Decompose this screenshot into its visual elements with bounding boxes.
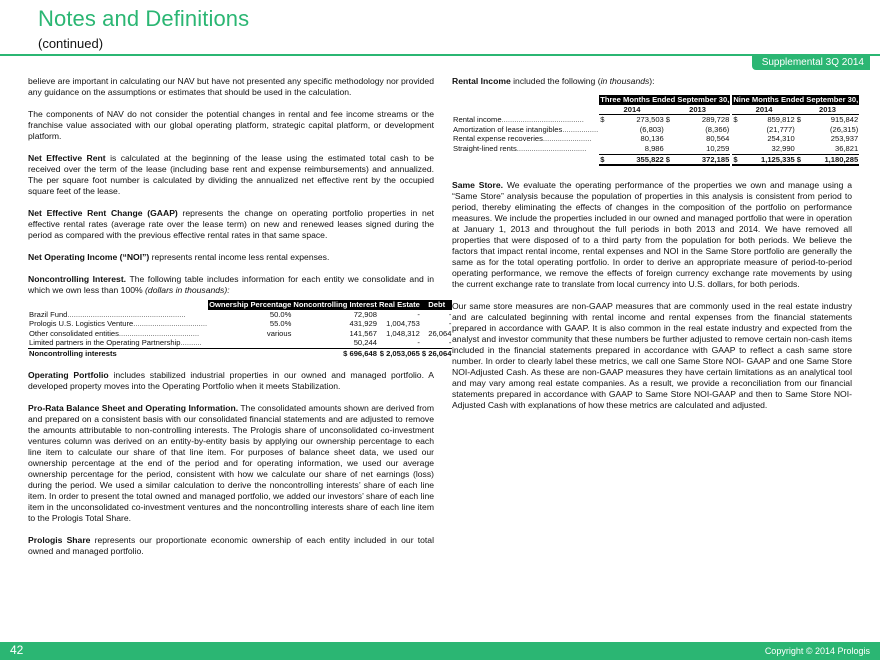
header-real-estate: Real Estate (378, 300, 420, 309)
term: Net Effective Rent Change (GAAP) (28, 208, 178, 218)
same-store-measures-paragraph: Our same store measures are non-GAAP measures that are commonly used in the real estate industry and are calculated beginning with rental income and rental expenses from the financial statements prepared in accordance with GAAP. It is also common in the real estate industry and expected from the analyst and investor community that these numbers be further adjusted to remove certain non-cash items included in the financial statements prepared in accordance with GAAP to reflect a cash same store number. In order to clearly label these metrics, we call one Same Store NOI- GAAP and one Same Store NOI-Adjusted Cash. As these are non-GAAP measures they have certain limitations as an analytical tool and may vary among real estate companies. As a result, we provide a reconciliation from our financial statements prepared in accordance with GAAP to Same Store NOI-GAAP and then to Same Store NOI-Adjusted Cash with explanations of how these metrics are calculated and adjusted. (452, 301, 852, 411)
header-ownership: Ownership Percentage (209, 300, 292, 309)
table-row: Rental expense recoveries....................... 80,136 80,564 254,310 253,937 (453, 134, 859, 144)
definition: The following table includes information for each entity we consolidate and in which we own less than 100% (28, 274, 434, 295)
table-group-header-row (452, 95, 859, 105)
term: Rental Income (452, 76, 511, 86)
pro-rata-paragraph (28, 403, 434, 524)
table-row: Amortization of lease intangibles................. (6,803) (8,366) (21,777) (26,315) (453, 124, 859, 134)
term: Operating Portfolio (28, 369, 109, 380)
header-debt: Debt (421, 300, 453, 310)
rental-income-table (452, 95, 859, 166)
rental-income-intro: Rental Income included the following (in thousands): (452, 76, 655, 86)
definition: represents rental income less rental expenses. (149, 252, 330, 262)
nav-paragraph-2: The components of NAV do not consider the potential changes in rental and fee income streams or the franchise value associated with our global operating platform, strategic capital platform, or development platform. (28, 109, 434, 141)
table-row: Limited partners in the Operating Partnership.......... 50,244 - - (29, 338, 452, 348)
term: Net Operating Income (“NOI”) (28, 252, 150, 262)
right-column (452, 76, 859, 422)
header-rule (0, 54, 880, 56)
term: Net Effective Rent (28, 153, 106, 163)
page-title: Notes and Definitions (38, 6, 250, 31)
term: Noncontrolling Interest. (28, 274, 127, 284)
header-noncontrolling-interest: Noncontrolling Interest (293, 300, 377, 309)
net-effective-rent-change-paragraph (28, 208, 434, 241)
table-row: Straight-lined rents................................. 8,986 10,259 32,990 36,821 (453, 143, 859, 154)
term: Prologis Share (28, 534, 91, 545)
table-row: Brazil Fund........................................................ 50.0% 72,908 - - (29, 309, 452, 319)
noi-paragraph (28, 252, 434, 263)
page-number: 42 (10, 643, 24, 657)
footer-bar (0, 642, 880, 660)
page-subtitle: (continued) (38, 36, 104, 51)
copyright: Copyright © 2014 Prologis (764, 646, 870, 656)
term: Pro-Rata Balance Sheet and Operating Information. (28, 402, 239, 413)
noncontrolling-interest-table (28, 300, 452, 359)
definition: We evaluate the operating performance of the properties we own and manage using a “Same Store” analysis because the population of properties in this analysis is consistent from period to period, thereby eliminating the effects of changes in the composition of the portfolio on performance measures. We include the properties included in our owned and managed portfolio that were in operation at January 1, 2013 and throughout the full periods in both 2013 and 2014. We have removed all properties that were disposed of to a third party from the population for both periods. We believe the factors that impact rental income, rental expenses and NOI in the Same Store portfolio are generally the same as for the total operating portfolio. In order to derive an appropriate measure of period-to-period operating performance, we remove the effects of foreign currency exchange rate movements by using the current exchange rate to translate from local currency into U.S. dollars, for both periods. (452, 180, 852, 290)
term: Same Store. (452, 180, 504, 191)
header-nine-months: Nine Months Ended September 30, (733, 95, 859, 104)
definition: represents the change on operating portfolio properties in net effective rental rates (average rate over the lease term) on new and renewed leases signed during the period as compared with the previous effective rental rates in that same space. (28, 208, 434, 240)
left-column (28, 76, 452, 568)
operating-portfolio-paragraph (28, 370, 434, 392)
definition: is calculated at the beginning of the lease using the estimated total cash to be received over the term of the lease (including base rent and expense reimbursements) and annualized. The per square foot number is calculated by dividing the annualized net effective rent by the occupied square feet of the lease. (28, 153, 434, 196)
table-total-row: $ 355,822 $ 372,185 $ 1,125,335 $ 1,180,285 (600, 154, 859, 164)
definition: includes stabilized industrial properties in our owned and managed portfolio. A developed property moves into the Operating Portfolio when it meets Stabilization. (28, 369, 434, 391)
table-year-row: 2014 2013 2014 2013 (452, 105, 859, 115)
noncontrolling-interest-paragraph (28, 274, 434, 296)
prologis-share-paragraph (28, 535, 434, 557)
nav-paragraph-1: believe are important in calculating our NAV but have not presented any specific methodology nor provided any guidance on the assumptions or estimates that should be used in the calculation. (28, 76, 434, 97)
definition: represents our proportionate economic ownership of each entity included in our total owned and managed portfolio. (28, 534, 434, 556)
units-note: (dollars in thousands): (145, 285, 230, 295)
table-row: Other consolidated entities...................................... various 141,567 1,048,312 26,064 (29, 328, 452, 338)
table-header-row (28, 300, 452, 310)
supplemental-tab: Supplemental 3Q 2014 (752, 56, 870, 70)
table-row: Prologis U.S. Logistics Venture................................... 55.0% 431,929 1,004,753 - (29, 319, 452, 329)
table-total-row: Noncontrolling interests $ 696,648 $ 2,053,065 $ 26,064 (29, 348, 452, 358)
definition: The consolidated amounts shown are derived from and prepared on a consistent basis with our consolidated financial statements and are adjusted to remove the amounts attributable to non-controlling interests. The Prologis share of unconsolidated co-investment ventures column was derived on an entity-by-entity basis by applying our ownership percentage to each line item to calculate our share of that line item. For purposes of balance sheet data, we used our ownership percentage at the end of the period and for operating information, we used our average ownership percentage for the period, consistent with how we calculate our share of net earnings (loss) during the period. We used a similar calculation to derive the noncontrolling interests’ share of each line item. In order to present the total owned and managed portfolio, we added our investors’ share of each line item in the unconsolidated co-investment ventures and the noncontrolling interests share of each line item to the Prologis Total Share. (28, 402, 434, 523)
net-effective-rent-paragraph (28, 153, 434, 197)
same-store-paragraph (452, 180, 852, 290)
table-row: Rental income....................................... $ 273,503 $ 289,728 $ 859,812 $ 915,842 (453, 114, 859, 125)
header-three-months: Three Months Ended September 30, (600, 95, 730, 104)
